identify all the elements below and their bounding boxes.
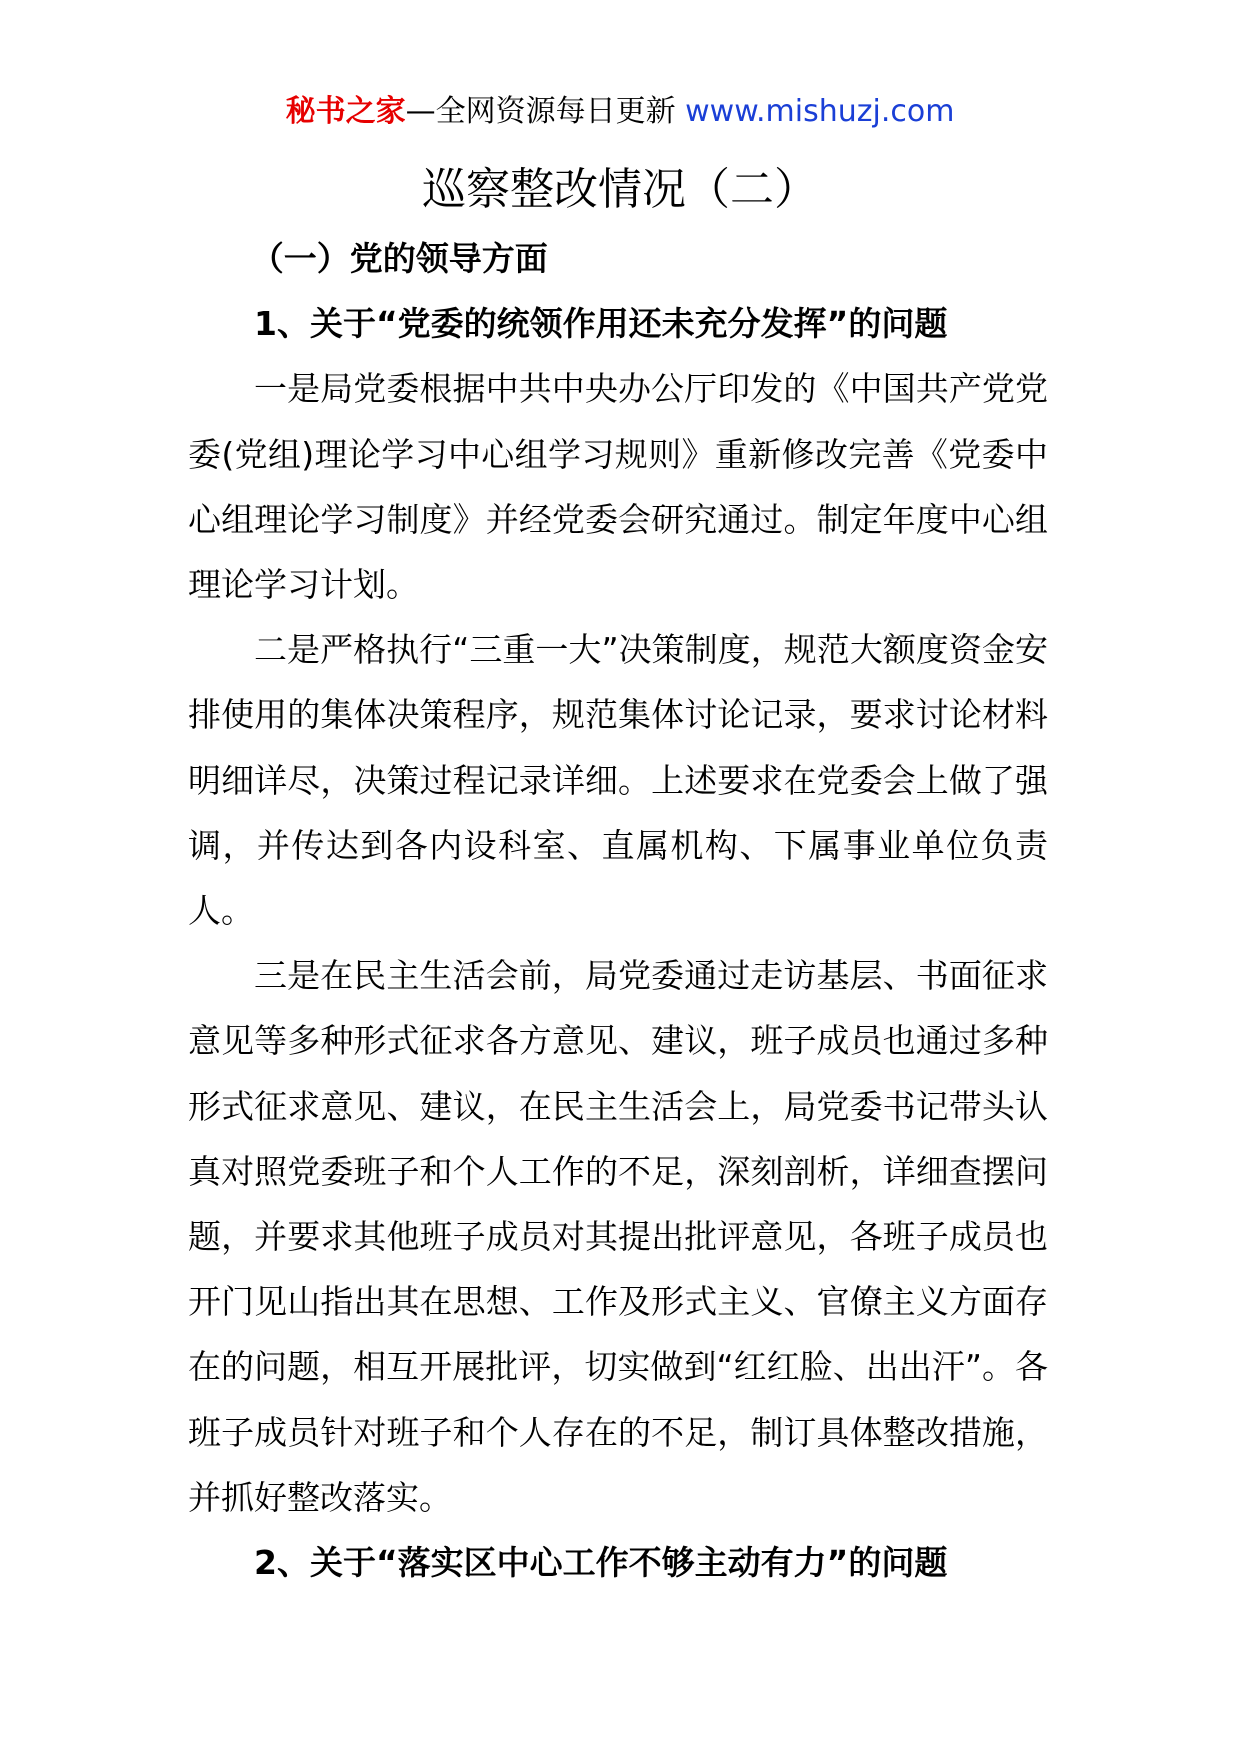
site-banner [0, 92, 1240, 132]
site-url-link[interactable]: www.mishuzj.com [685, 94, 955, 129]
body-paragraph: 一是局党委根据中共中央办公厅印发的《中国共产党党委(党组)理论学习中心组学习规则》重新修改完善《党委中心组理论学习制度》并经党委会研究通过。制定年度中心组理论学习计划。 [188, 369, 1048, 605]
item-heading: 2、关于“落实区中心工作不够主动有力”的问题 [254, 1543, 948, 1583]
document-body [188, 226, 1048, 1595]
body-paragraph: 三是在民主生活会前，局党委通过走访基层、书面征求意见等多种形式征求各方意见、建议，班子成员也通过多种形式征求意见、建议，在民主生活会上，局党委书记带头认真对照党委班子和个人工作的不足，深刻剖析，详细查摆问题，并要求其他班子成员对其提出批评意见，各班子成员也开门见山指出其在思想、工作及形式主义、官僚主义方面存在的问题，相互开展批评，切实做到“红红脸、出出汗”。各班子成员针对班子和个人存在的不足，制订具体整改措施，并抓好整改落实。 [188, 956, 1048, 1517]
banner-tagline: —全网资源每日更新 [405, 94, 686, 129]
brand-name: 秘书之家 [285, 94, 406, 129]
item-heading: 1、关于“党委的统领作用还未充分发挥”的问题 [254, 304, 948, 344]
section-heading: （一）党的领导方面 [250, 239, 548, 278]
body-paragraph: 二是严格执行“三重一大”决策制度，规范大额度资金安排使用的集体决策程序，规范集体讨论记录，要求讨论材料明细详尽，决策过程记录详细。上述要求在党委会上做了强调，并传达到各内设科室、直属机构、下属事业单位负责人。 [188, 630, 1048, 931]
document-title: 巡察整改情况（二） [422, 164, 818, 215]
